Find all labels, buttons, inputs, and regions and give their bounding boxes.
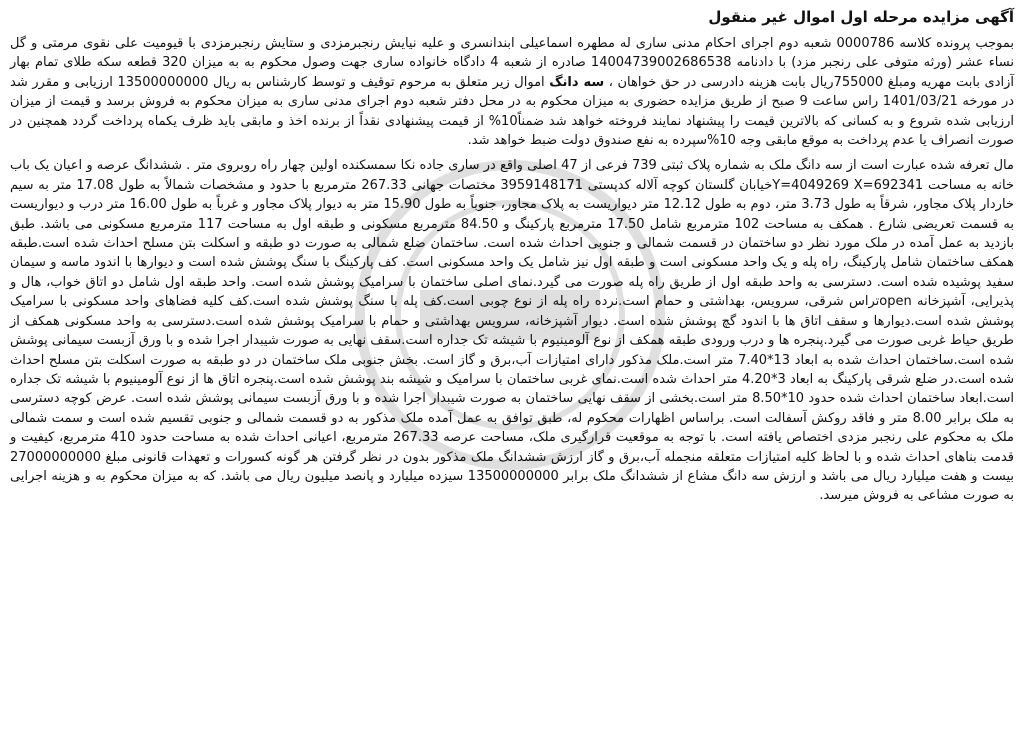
paragraph-1-start: بموجب پرونده کلاسه 0000786 شعبه دوم اجرای احکام مدنی ساری له مطهره اسماعیلی ابندانسری و علیه نیایش رنجبرمزدی و ستایش رنجبرمزدی با قیومیت علی نقوی مرمتی و گل نساء عشر (ورثه متوفی علی رنجبر مزد) با دادنامه 14004739002686538 صادره از شعبه 4 دادگاه خانواده ساری جهت وصول محکوم به به میزان 320 قطعه سکه طلای تمام بهار آزادی بابت مهریه ومبلغ 755000ریال بابت هزینه دادرسی در حق خواهان ، <box>10 36 1015 90</box>
notice-paragraph-2: مال تعرفه شده عبارت است از سه دانگ ملک به شماره پلاک ثبتی 739 فرعی از 47 اصلی واقع در ساری جاده نکا سمسکنده اولین چهار راه روبروی متر . ششدانگ عرصه و اعیان یک باب خانه به مساحت Y=4049269 X=692341خیابان گلستان کوچه آلاله کدپستی 3959148171 مختصات جهانی 267.33 مترمربع با حدود و مشخصات شمالاً به طول 17.08 متر به سیم خاردار پلاک مجاور، شرقاً به طول 3.73 متر، دوم به طول 12.12 متر دیواریست به پلاک مجاور، جنوباً به طول 15.90 متر به دیوار پلاک مجاور و غرباً به طول 16.00 متر درب و دیواریست به قسمت تعریضی شارع . همکف به مساحت 102 مترمربع شامل 17.50 مترمربع پارکینگ و 84.50 مترمربع مسکونی و طبقه اول به مساحت 117 مترمربع مسکونی می باشد. طبق بازدید به عمل آمده در ملک مورد نظر دو ساختمان در قسمت شمالی و جنوبی احداث شده است. ساختمان ضلع شمالی به صورت دو طبقه و اسکلت بتن مسلح احداث شده است.طبقه همکف ساختمان شامل پارکینگ، راه پله و یک واحد مسکونی است و طبقه اول نیز شامل یک واحد مسکونی است. کف پارکینگ با سنگ پوشش شده است و دیوارها با اندود ماسه و سیمان سفید پوشیده شده است. دسترسی به واحد طبقه اول از طریق راه پله صورت می گیرد.نمای اصلی ساختمان با سرامیک پوشش شده است. واحد طبقه اول شامل دو اتاق خواب، هال و پذیرایی، آشپزخانه openتراس شرقی، سرویس، بهداشتی و حمام است.نرده راه پله از نوع چوبی است.کف پله با سنگ پوشش شده است.کف کلیه فضاهای واحد مسکونی با سرامیک پوشش شده است.دیوارها و سقف اتاق ها با اندود گچ پوشش شده است. دیوار آشپزخانه، سرویس بهداشتی و حمام با سرامیک پوشش شده است.دسترسی به واحد مسکونی همکف از طریق حیاط غربی صورت می گیرد.پنجره ها و درب ورودی طبقه همکف از نوع آلومینیوم با شیشه تک جداره است.سقف نهایی به صورت شیبدار اجرا شده و با ورق آزبست سیمانی پوشش شده است.ساختمان احداث شده به ابعاد 13*7.40 متر است.ملک مذکور دارای امتیازات آب،برق و گاز است. بخش جنوبی ملک ساختمان در دو طبقه به صورت اسکلت بتن مسلح احداث شده است.در ضلع شرقی پارکینگ به ابعاد 3*4.20 متر احداث شده است.نمای غربی ساختمان با سرامیک و شیشه بند پوشش شده است.پنجره اتاق ها از نوع آلومینیوم با شیشه تک جداره است.ابعاد ساختمان احداث شده حدود 10*8.50 متر است.بخشی از سقف نهایی ساختمان به صورت شیبدار اجرا شده و با ورق آزبست سیمانی پوشش شده است. عرض کوچه دسترسی به ملک برابر 8.00 متر و فاقد روکش آسفالت است. براساس اظهارات محکوم له، طبق توافق به عمل آمده ملک مذکور به دو قسمت شمالی و جنوبی تقسیم شده است و سمت شمالی ملک به محکوم علی رنجبر مزدی اختصاص یافته است. با توجه به موقعیت قرارگیری ملک، مساحت عرصه 267.33 مترمربع، اعیانی احداث شده به مساحت حدود 410 مترمربع، کیفیت و قدمت بناهای احداث شده و با لحاظ کلیه امتیازات متعلقه منجمله آب،برق و گاز ارزش ششدانگ ملک مذکور بدون در نظر گرفتن هر گونه کسورات و تعهدات قانونی مبلغ 27000000000 بیست و هفت میلیارد ریال می باشد و ارزش سه دانگ مشاع از ششدانگ ملک برابر 13500000000 سیزده میلیارد و پانصد میلیون ریال می باشد. که به میزان محکوم به و هزینه اجرایی به صورت مشاعی به فروش میرسد. <box>10 158 1015 504</box>
paragraph-1-end: اموال زیر متعلق به مرحوم توقیف و توسط کارشناس به ریال 13500000000 ارزیابی و مقرر شد در مورخه 1401/03/21 راس ساعت 9 صبح از طریق مزایده حضوری به میزان محکوم به در محل دفتر شعبه دوم اجرای مدنی ساری به میزان محکوم به فروش برسد و قیمت از میزان ارزیابی شده شروع و به کسانی که بالاترین قیمت را پیشنهاد نمایند فروخته خواهد شد ضمناً10% از قیمت پیشنهادی نقداً از برنده اخذ و مابقی باید ظرف یکماه پرداخت گردد همچنین در صورت انصراف یا عدم پرداخت به موقع مابقی وجه 10%سپرده به نفع صندوق دولت ضبط خواهد شد. <box>10 74 1015 149</box>
notice-title: آگهی مزایده مرحله اول اموال غیر منقول <box>708 8 1014 26</box>
notice-paragraph-1 <box>10 34 1014 150</box>
paragraph-1-bold: سه دانگ <box>549 74 605 90</box>
